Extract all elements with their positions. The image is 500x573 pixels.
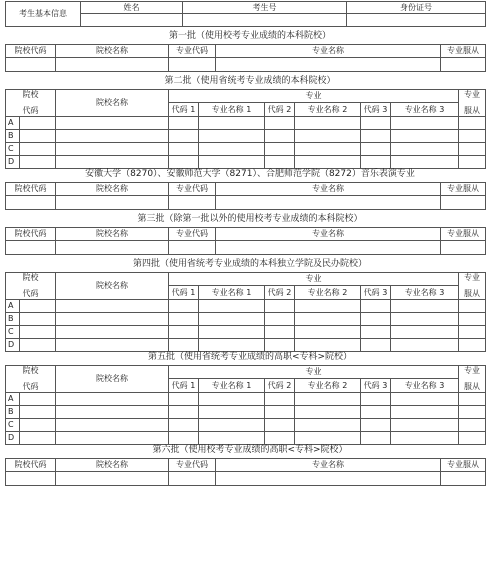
name-2-header: 专业名称 2 — [295, 379, 361, 393]
batch-3-table — [5, 227, 486, 255]
major-code-header: 专业代码 — [169, 459, 216, 472]
obey-field[interactable] — [459, 300, 486, 313]
school-code-header: 院校 代码 — [6, 366, 56, 393]
name-2-field[interactable] — [295, 300, 361, 313]
school-code-field[interactable] — [20, 130, 56, 143]
table-row — [6, 156, 486, 169]
code-2-field[interactable] — [265, 143, 295, 156]
name-1-field[interactable] — [199, 326, 265, 339]
name-1-field[interactable] — [199, 117, 265, 130]
major-name-header: 专业名称 — [216, 459, 441, 472]
name-3-header: 专业名称 3 — [391, 103, 459, 117]
major-name-field[interactable] — [216, 58, 441, 72]
code-1-field[interactable] — [169, 130, 199, 143]
row-letter: B — [6, 130, 20, 143]
batch-6-table — [5, 458, 486, 486]
name-2-field[interactable] — [295, 406, 361, 419]
name-1-field[interactable] — [199, 432, 265, 445]
name-2-field[interactable] — [295, 117, 361, 130]
batch-4-table — [5, 272, 486, 352]
school-name-field[interactable] — [56, 393, 169, 406]
obey-header: 专业服从 — [441, 459, 486, 472]
row-letter: C — [6, 143, 20, 156]
table-row — [6, 117, 486, 130]
school-name-field[interactable] — [56, 196, 169, 210]
id-number-header: 身份证号 — [347, 2, 486, 14]
code-3-field[interactable] — [361, 419, 391, 432]
code-1-field[interactable] — [169, 156, 199, 169]
obey-field[interactable] — [459, 326, 486, 339]
major-name-field[interactable] — [216, 241, 441, 255]
name-3-field[interactable] — [391, 313, 459, 326]
school-code-header: 院校代码 — [6, 45, 56, 58]
school-code-field[interactable] — [6, 196, 56, 210]
table-row — [6, 432, 486, 445]
school-name-field[interactable] — [56, 130, 169, 143]
name-2-field[interactable] — [295, 326, 361, 339]
name-1-header: 专业名称 1 — [199, 379, 265, 393]
code-3-field[interactable] — [361, 313, 391, 326]
name-2-field[interactable] — [295, 339, 361, 352]
basic-info-label: 考生基本信息 — [6, 2, 81, 27]
school-code-field[interactable] — [20, 339, 56, 352]
school-name-header: 院校名称 — [56, 90, 169, 117]
name-3-header: 专业名称 3 — [391, 379, 459, 393]
school-code-header: 院校 代码 — [6, 90, 56, 117]
code-3-field[interactable] — [361, 339, 391, 352]
code-1-field[interactable] — [169, 419, 199, 432]
code-1-field[interactable] — [169, 300, 199, 313]
table-row — [6, 143, 486, 156]
major-header: 专业 — [169, 273, 459, 286]
school-name-field[interactable] — [56, 300, 169, 313]
school-name-field[interactable] — [56, 117, 169, 130]
row-letter: A — [6, 300, 20, 313]
obey-field[interactable] — [459, 393, 486, 406]
school-code-field[interactable] — [20, 313, 56, 326]
school-name-header: 院校名称 — [56, 183, 169, 196]
row-letter: B — [6, 406, 20, 419]
school-code-field[interactable] — [20, 406, 56, 419]
school-name-field[interactable] — [56, 339, 169, 352]
code-2-header: 代码 2 — [265, 103, 295, 117]
code-1-header: 代码 1 — [169, 103, 199, 117]
name-1-field[interactable] — [199, 313, 265, 326]
code-2-field[interactable] — [265, 393, 295, 406]
exam-number-header: 考生号 — [183, 2, 347, 14]
obey-field[interactable] — [459, 313, 486, 326]
obey-field[interactable] — [459, 130, 486, 143]
code-3-field[interactable] — [361, 117, 391, 130]
name-3-field[interactable] — [391, 406, 459, 419]
school-name-field[interactable] — [56, 432, 169, 445]
code-3-field[interactable] — [361, 326, 391, 339]
school-name-header: 院校名称 — [56, 366, 169, 393]
school-code-field[interactable] — [6, 58, 56, 72]
obey-field[interactable] — [459, 143, 486, 156]
school-name-field[interactable] — [56, 58, 169, 72]
name-2-field[interactable] — [295, 313, 361, 326]
school-code-header: 院校 代码 — [6, 273, 56, 300]
major-code-field[interactable] — [169, 196, 216, 210]
name-3-field[interactable] — [391, 419, 459, 432]
row-letter: B — [6, 313, 20, 326]
school-code-field[interactable] — [20, 419, 56, 432]
exam-number-field[interactable] — [183, 14, 347, 27]
name-2-field[interactable] — [295, 130, 361, 143]
code-1-field[interactable] — [169, 432, 199, 445]
row-letter: C — [6, 419, 20, 432]
code-2-field[interactable] — [265, 156, 295, 169]
batch-title: 第四批（使用省统考专业成绩的本科独立学院及民办院校） — [132, 259, 367, 269]
obey-field[interactable] — [459, 406, 486, 419]
code-1-field[interactable] — [169, 326, 199, 339]
name-3-field[interactable] — [391, 130, 459, 143]
name-2-field[interactable] — [295, 393, 361, 406]
basic-info-table — [5, 1, 486, 27]
major-code-header: 专业代码 — [169, 228, 216, 241]
batch-title: 第二批（使用省统考专业成绩的本科院校） — [164, 76, 336, 86]
major-name-header: 专业名称 — [216, 183, 441, 196]
school-name-header: 院校名称 — [56, 273, 169, 300]
code-2-field[interactable] — [265, 313, 295, 326]
school-name-field[interactable] — [56, 156, 169, 169]
school-name-header: 院校名称 — [56, 45, 169, 58]
row-letter: C — [6, 326, 20, 339]
school-code-field[interactable] — [20, 432, 56, 445]
school-code-field[interactable] — [20, 117, 56, 130]
obey-field[interactable] — [441, 58, 486, 72]
code-1-field[interactable] — [169, 406, 199, 419]
code-3-header: 代码 3 — [361, 103, 391, 117]
school-name-field[interactable] — [56, 313, 169, 326]
code-1-field[interactable] — [169, 393, 199, 406]
id-number-field[interactable] — [347, 14, 486, 27]
table-row — [6, 393, 486, 406]
obey-header: 专业 服从 — [459, 90, 486, 117]
code-2-field[interactable] — [265, 326, 295, 339]
code-3-field[interactable] — [361, 406, 391, 419]
major-code-field[interactable] — [169, 472, 216, 486]
code-3-field[interactable] — [361, 393, 391, 406]
batch-5-table — [5, 365, 486, 445]
major-name-field[interactable] — [216, 196, 441, 210]
school-name-header: 院校名称 — [56, 228, 169, 241]
school-name-field[interactable] — [56, 326, 169, 339]
school-name-field[interactable] — [56, 419, 169, 432]
school-code-field[interactable] — [20, 393, 56, 406]
name-1-field[interactable] — [199, 156, 265, 169]
school-code-header: 院校代码 — [6, 459, 56, 472]
application-form — [5, 0, 495, 486]
code-3-header: 代码 3 — [361, 286, 391, 300]
batch-title: 安徽大学（8270）、安徽师范大学（8271）、合肥师范学院（8272）音乐表演专业 — [85, 169, 415, 179]
table-row — [6, 406, 486, 419]
obey-field[interactable] — [459, 156, 486, 169]
school-code-field[interactable] — [6, 241, 56, 255]
name-1-field[interactable] — [199, 406, 265, 419]
obey-header: 专业 服从 — [459, 273, 486, 300]
school-code-field[interactable] — [20, 143, 56, 156]
table-row — [6, 326, 486, 339]
code-2-field[interactable] — [265, 117, 295, 130]
name-3-field[interactable] — [391, 393, 459, 406]
obey-header: 专业服从 — [441, 45, 486, 58]
obey-field[interactable] — [441, 241, 486, 255]
school-code-field[interactable] — [20, 300, 56, 313]
code-2-field[interactable] — [265, 339, 295, 352]
name-field[interactable] — [81, 14, 183, 27]
batch-title: 第五批（使用省统考专业成绩的高职<专科>院校） — [147, 352, 353, 362]
batch-title: 第一批（使用校考专业成绩的本科院校） — [168, 31, 331, 41]
code-2-field[interactable] — [265, 432, 295, 445]
school-code-field[interactable] — [20, 156, 56, 169]
table-row — [6, 313, 486, 326]
major-header: 专业 — [169, 366, 459, 379]
batch-1-table — [5, 44, 486, 72]
name-3-field[interactable] — [391, 156, 459, 169]
code-3-field[interactable] — [361, 130, 391, 143]
major-code-field[interactable] — [169, 241, 216, 255]
row-letter: D — [6, 339, 20, 352]
name-3-field[interactable] — [391, 143, 459, 156]
name-3-field[interactable] — [391, 326, 459, 339]
code-2-field[interactable] — [265, 419, 295, 432]
code-1-field[interactable] — [169, 117, 199, 130]
school-code-header: 院校代码 — [6, 228, 56, 241]
school-code-field[interactable] — [6, 472, 56, 486]
school-name-field[interactable] — [56, 406, 169, 419]
school-code-header: 院校代码 — [6, 183, 56, 196]
batch-2-table — [5, 89, 486, 169]
name-1-field[interactable] — [199, 300, 265, 313]
name-1-field[interactable] — [199, 143, 265, 156]
code-2-header: 代码 2 — [265, 286, 295, 300]
name-2-header: 专业名称 2 — [295, 103, 361, 117]
name-2-header: 专业名称 2 — [295, 286, 361, 300]
major-code-header: 专业代码 — [169, 45, 216, 58]
code-1-header: 代码 1 — [169, 379, 199, 393]
name-3-field[interactable] — [391, 339, 459, 352]
school-name-field[interactable] — [56, 241, 169, 255]
row-letter: D — [6, 432, 20, 445]
code-2-field[interactable] — [265, 300, 295, 313]
obey-field[interactable] — [441, 196, 486, 210]
name-1-field[interactable] — [199, 419, 265, 432]
table-row — [6, 130, 486, 143]
name-3-header: 专业名称 3 — [391, 286, 459, 300]
row-letter: A — [6, 117, 20, 130]
major-code-header: 专业代码 — [169, 183, 216, 196]
code-1-field[interactable] — [169, 313, 199, 326]
code-1-header: 代码 1 — [169, 286, 199, 300]
obey-field[interactable] — [459, 117, 486, 130]
table-row — [6, 300, 486, 313]
code-3-field[interactable] — [361, 156, 391, 169]
code-1-field[interactable] — [169, 143, 199, 156]
obey-field[interactable] — [459, 432, 486, 445]
major-header: 专业 — [169, 90, 459, 103]
name-2-field[interactable] — [295, 143, 361, 156]
code-2-header: 代码 2 — [265, 379, 295, 393]
code-2-field[interactable] — [265, 406, 295, 419]
school-code-field[interactable] — [20, 326, 56, 339]
name-2-field[interactable] — [295, 419, 361, 432]
batch-title: 第六批（使用校考专业成绩的高职<专科>院校） — [152, 445, 348, 455]
major-name-header: 专业名称 — [216, 45, 441, 58]
name-1-field[interactable] — [199, 130, 265, 143]
name-1-field[interactable] — [199, 393, 265, 406]
name-1-header: 专业名称 1 — [199, 103, 265, 117]
school-name-field[interactable] — [56, 143, 169, 156]
name-1-header: 专业名称 1 — [199, 286, 265, 300]
obey-header: 专业服从 — [441, 228, 486, 241]
code-3-field[interactable] — [361, 300, 391, 313]
school-name-header: 院校名称 — [56, 459, 169, 472]
name-header: 姓名 — [81, 2, 183, 14]
name-3-field[interactable] — [391, 117, 459, 130]
code-2-field[interactable] — [265, 130, 295, 143]
table-row — [6, 339, 486, 352]
row-letter: A — [6, 393, 20, 406]
name-2-field[interactable] — [295, 432, 361, 445]
code-3-field[interactable] — [361, 432, 391, 445]
code-3-header: 代码 3 — [361, 379, 391, 393]
obey-field[interactable] — [459, 419, 486, 432]
name-3-field[interactable] — [391, 300, 459, 313]
obey-field[interactable] — [441, 472, 486, 486]
music-batch-table — [5, 182, 486, 210]
obey-header: 专业 服从 — [459, 366, 486, 393]
obey-header: 专业服从 — [441, 183, 486, 196]
major-name-field[interactable] — [216, 472, 441, 486]
code-1-field[interactable] — [169, 339, 199, 352]
batch-title: 第三批（除第一批以外的使用校考专业成绩的本科院校） — [137, 214, 363, 224]
major-name-header: 专业名称 — [216, 228, 441, 241]
major-code-field[interactable] — [169, 58, 216, 72]
school-name-field[interactable] — [56, 472, 169, 486]
table-row — [6, 419, 486, 432]
name-3-field[interactable] — [391, 432, 459, 445]
code-3-field[interactable] — [361, 143, 391, 156]
obey-field[interactable] — [459, 339, 486, 352]
row-letter: D — [6, 156, 20, 169]
name-1-field[interactable] — [199, 339, 265, 352]
name-2-field[interactable] — [295, 156, 361, 169]
